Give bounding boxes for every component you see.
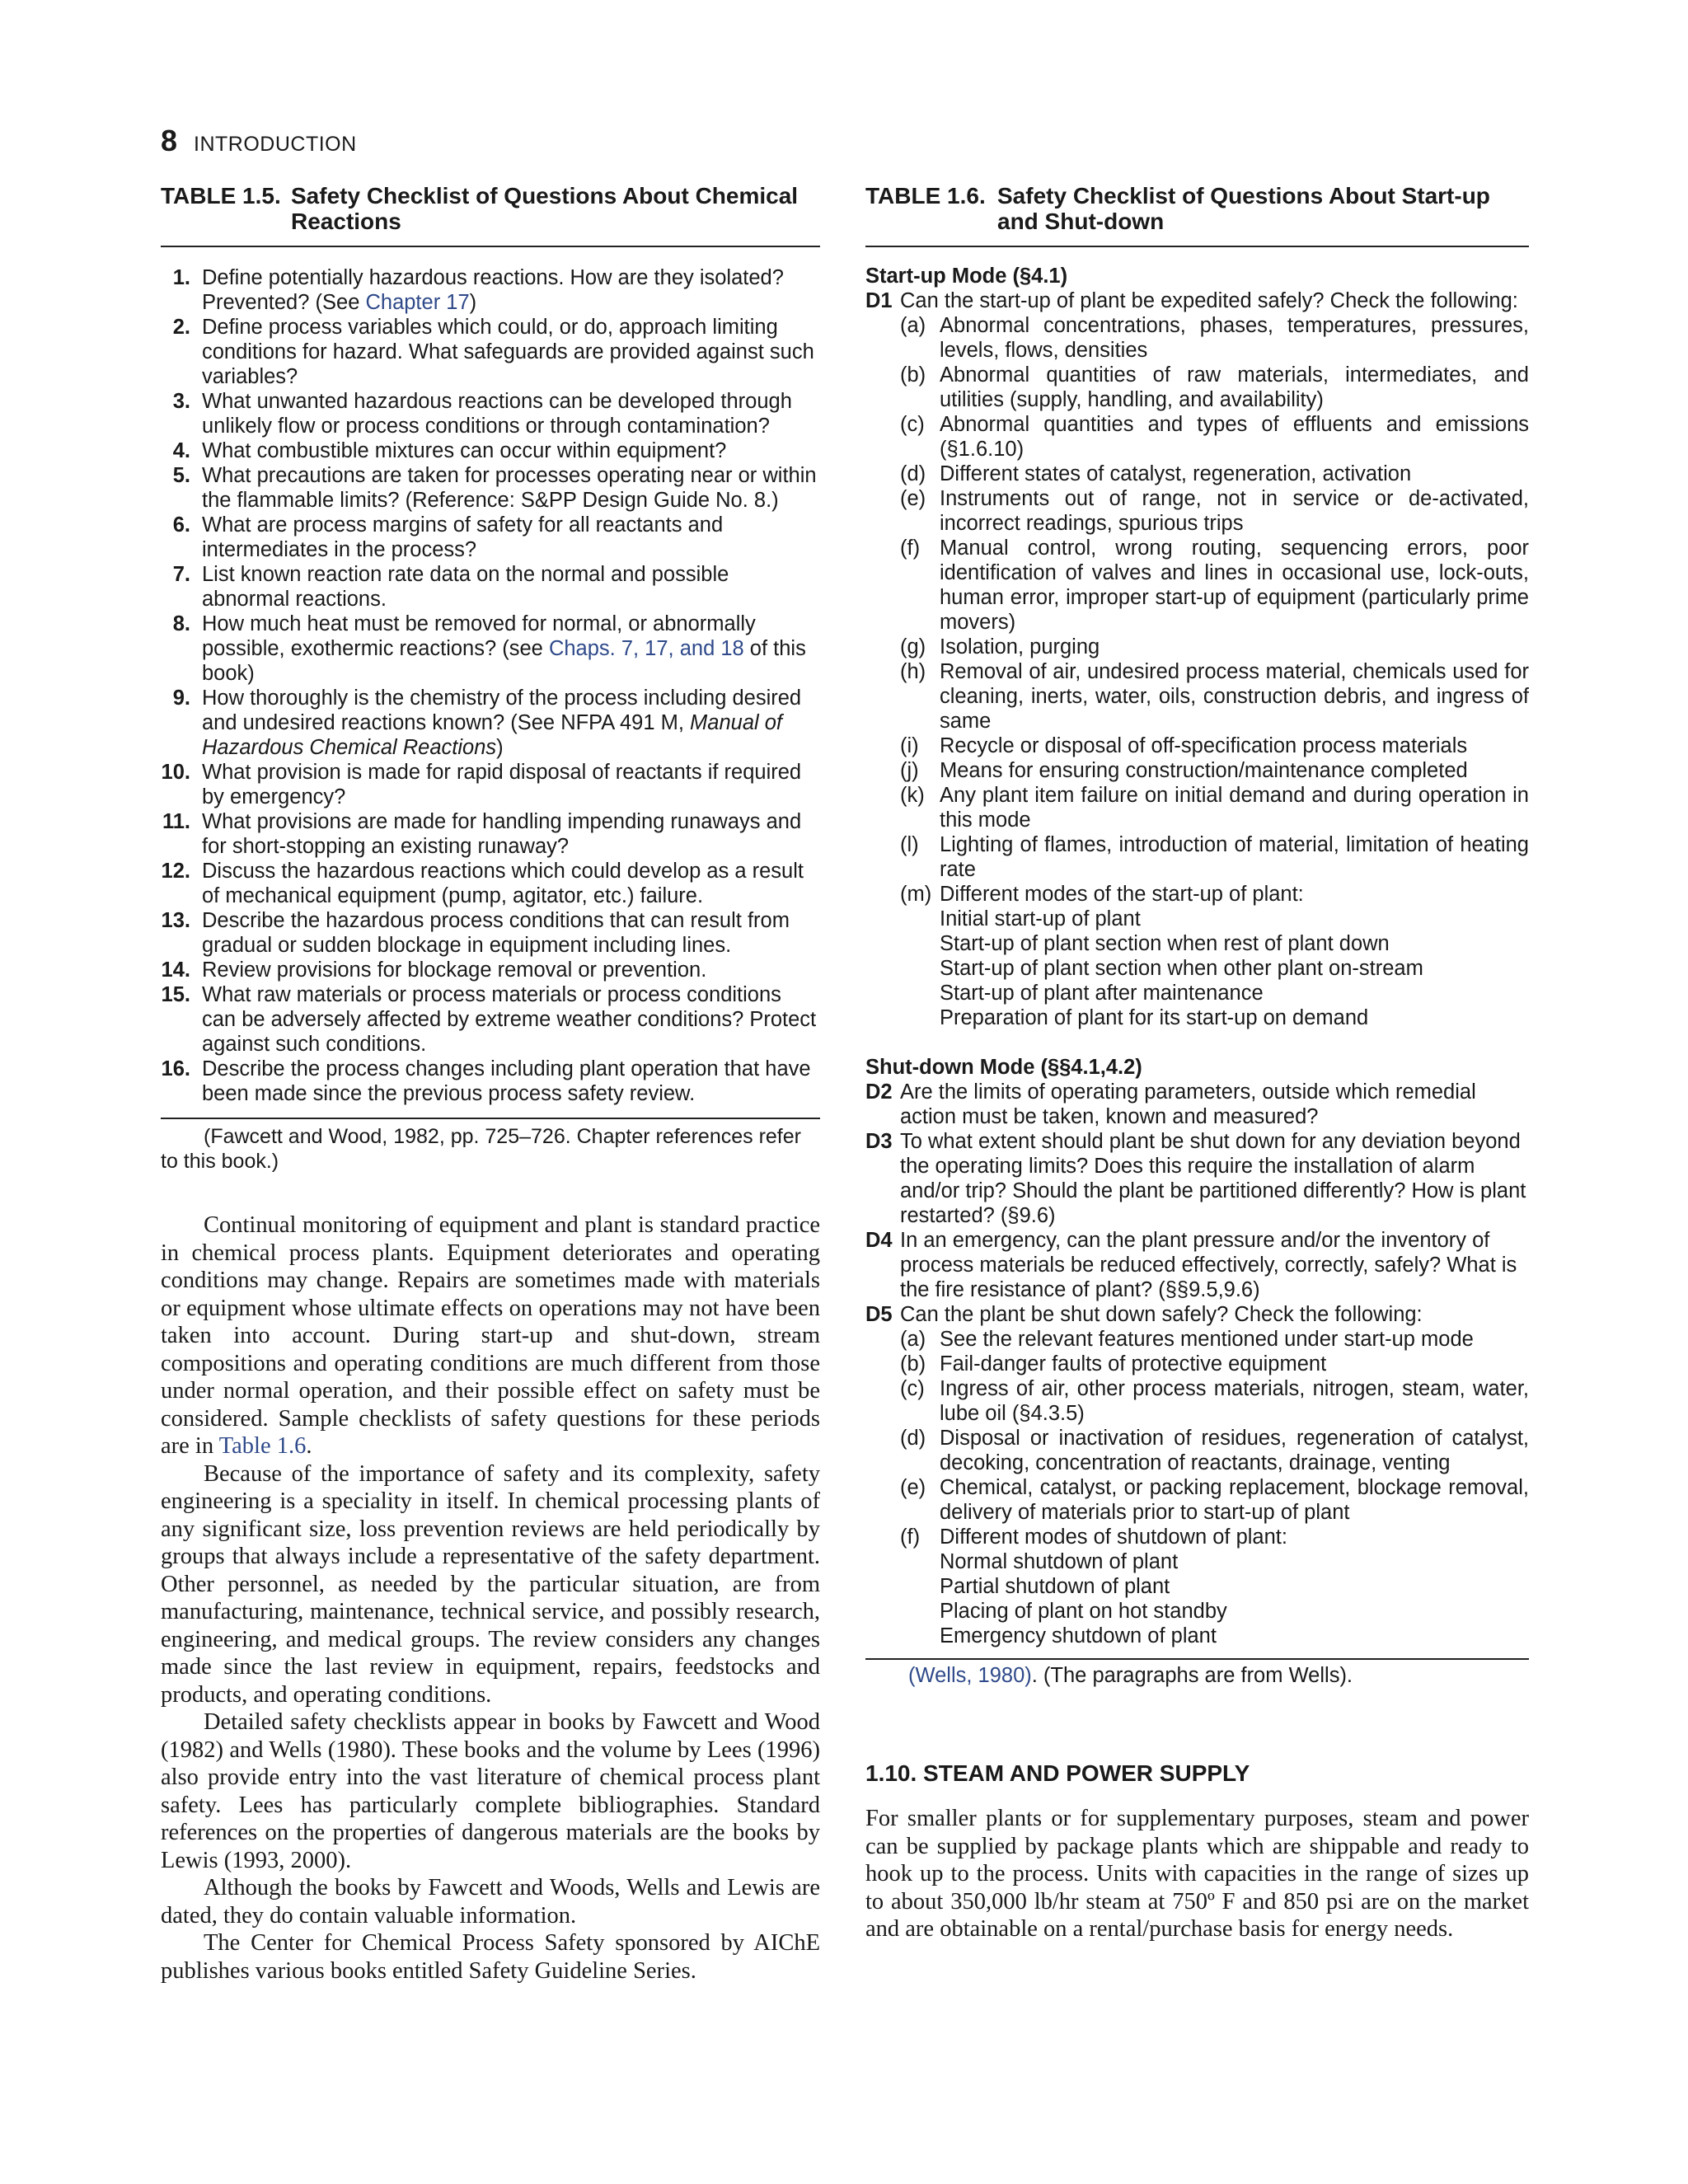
paragraph: Continual monitoring of equipment and plant is standard practice in chemical process plants. Equipment deteriorates and operating conditions may change. Repairs are sometimes made with materials or equipment whose ultimate effects on operations may not have been taken into account. During start-up and shut-down, stream compositions and operating conditions are much different from those under normal operation, and their possible effect on safety must be considered. Sample checklists of safety questions for these periods are in Table 1.6. [161, 1212, 820, 1459]
item-letter: (e) [900, 487, 926, 510]
item-letter: (h) [900, 660, 926, 683]
check-item [865, 1475, 1529, 1525]
table-1-6-caption [865, 183, 1529, 234]
mode-item: Start-up of plant section when rest of plant down [940, 932, 1390, 955]
item-text: ) [469, 291, 477, 314]
item-text: ) [496, 736, 504, 759]
item-number: 3. [172, 390, 190, 413]
item-text: Recycle or disposal of off-specification process materials [940, 734, 1468, 757]
item-text: Any plant item failure on initial demand and during operation in this mode [940, 784, 1529, 832]
item-text: What provisions are made for handling impending runaways and for short-stopping an existing runaway? [202, 810, 802, 858]
check-item [865, 733, 1529, 758]
startup-mode-heading: Start-up Mode (§4.1) [865, 265, 1068, 288]
check-item [865, 1376, 1529, 1426]
item-letter: (b) [900, 363, 926, 387]
item-text: Isolation, purging [940, 635, 1100, 658]
wells-1980-link[interactable]: (Wells, 1980) [908, 1664, 1032, 1687]
list-item [161, 438, 820, 463]
item-text: What are process margins of safety for all reactants and intermediates in the process? [202, 513, 724, 561]
item-number: 2. [172, 316, 190, 339]
item-letter: (a) [900, 1328, 926, 1351]
reference-title: Manual of Hazardous Chemical Reactions [202, 711, 783, 759]
item-text: Different states of catalyst, regeneration, activation [940, 462, 1412, 485]
item-text: Describe the hazardous process conditions that can result from gradual or sudden blockage in equipment including lines. [202, 909, 790, 957]
item-number: 12. [161, 860, 190, 883]
list-item [161, 562, 820, 612]
table-title: Safety Checklist of Questions About Start-up and Shut-down [997, 183, 1490, 234]
check-item [865, 1327, 1529, 1352]
check-item [865, 1525, 1529, 1549]
question-d3: D3 To what extent should plant be shut down for any deviation beyond the operating limits? Does this require the installation of alarm and/or trip? Should the plant be partitioned differently? How is plant restarted? (§9.6) [865, 1130, 1526, 1227]
table-1-6-body [865, 264, 1529, 1648]
list-item [161, 760, 820, 809]
item-number: 14. [161, 958, 190, 982]
item-text: Instruments out of range, not in service or de-activated, incorrect readings, spurious trips [940, 487, 1529, 535]
mode-item: Partial shutdown of plant [940, 1575, 1170, 1598]
item-text: What provision is made for rapid disposal of reactants if required by emergency? [202, 761, 802, 808]
item-letter: (b) [900, 1352, 926, 1376]
running-header [161, 124, 357, 158]
question-d1: D1 Can the start-up of plant be expedited safely? Check the following: [865, 289, 1518, 312]
d5-check-items [865, 1327, 1529, 1549]
item-text: Chemical, catalyst, or packing replacement, blockage removal, delivery of materials prior to start-up of plant [940, 1476, 1529, 1524]
item-text: Define process variables which could, or do, approach limiting conditions for hazard. What safeguards are provided against such variables? [202, 316, 814, 388]
item-number: 11. [162, 810, 190, 833]
item-text: What raw materials or process materials or process conditions can be adversely affected by extreme weather conditions? Protect against such conditions. [202, 983, 817, 1056]
d1-start-up-modes [865, 907, 1529, 1030]
running-title: INTRODUCTION [194, 133, 357, 156]
check-item [865, 1352, 1529, 1376]
item-text: Manual control, wrong routing, sequencing errors, poor identification of valves and lines in occasional use, lock-outs, human error, improper start-up of equipment (particularly prime movers) [940, 537, 1529, 634]
item-letter: (g) [900, 635, 926, 658]
mode-item: Placing of plant on hot standby [940, 1600, 1227, 1623]
table-1-5-caption [161, 183, 820, 234]
table-top-rule [865, 246, 1529, 247]
left-column [161, 183, 820, 1985]
item-letter: (e) [900, 1476, 926, 1499]
list-item [161, 315, 820, 389]
item-text: Describe the process changes including plant operation that have been made since the previous process safety review. [202, 1057, 811, 1105]
item-number: 5. [172, 464, 190, 487]
shutdown-mode-heading: Shut-down Mode (§§4.1,4.2) [865, 1056, 1142, 1079]
item-text: What combustible mixtures can occur within equipment? [202, 439, 727, 462]
check-item [865, 486, 1529, 536]
table-1-5-footnote: (Fawcett and Wood, 1982, pp. 725–726. Chapter references refer to this book.) [161, 1125, 801, 1173]
d1-check-items [865, 313, 1529, 907]
item-number: 6. [172, 513, 190, 537]
mode-item: Normal shutdown of plant [940, 1550, 1179, 1573]
table-number: TABLE 1.6. [865, 183, 986, 209]
item-number: 8. [172, 612, 190, 635]
item-text: Fail-danger faults of protective equipment [940, 1352, 1327, 1376]
item-letter: (m) [900, 883, 932, 906]
check-item [865, 758, 1529, 783]
question-d5: D5 Can the plant be shut down safely? Check the following: [865, 1303, 1423, 1326]
check-item [865, 363, 1529, 412]
mode-item: Initial start-up of plant [940, 907, 1141, 930]
item-text: How thoroughly is the chemistry of the process including desired and undesired reactions known? (See NFPA 491 M, [202, 687, 802, 734]
page-number: 8 [161, 124, 178, 157]
question-d2: D2 Are the limits of operating parameters, outside which remedial action must be taken, known and measured? [865, 1080, 1476, 1128]
check-item [865, 412, 1529, 462]
section-heading: 1.10. STEAM AND POWER SUPPLY [865, 1760, 1250, 1786]
list-item [161, 809, 820, 859]
item-text: Review provisions for blockage removal or prevention. [202, 958, 707, 982]
item-letter: (d) [900, 1427, 926, 1450]
list-item [161, 908, 820, 958]
item-number: 9. [172, 687, 190, 710]
item-number: 7. [172, 563, 190, 586]
item-text: Abnormal concentrations, phases, temperatures, pressures, levels, flows, densities [940, 314, 1529, 362]
table-title: Safety Checklist of Questions About Chemical Reactions [291, 183, 799, 234]
paragraph: Because of the importance of safety and its complexity, safety engineering is a speciality in itself. In chemical processing plants of any significant size, loss prevention reviews are held periodically by groups that always include a representative of the safety department. Other personnel, as needed by the particular situation, are from manufacturing, maintenance, technical service, and possibly research, engineering, and medical groups. The review considers any changes made since the last review in equipment, repairs, feedstocks and products, and operating conditions. [161, 1460, 820, 1708]
right-column [865, 183, 1529, 1943]
check-item [865, 882, 1529, 907]
check-item [865, 635, 1529, 659]
item-text: Ingress of air, other process materials, nitrogen, steam, water, lube oil (§4.3.5) [940, 1377, 1529, 1425]
mode-item: Start-up of plant section when other plant on-stream [940, 957, 1423, 980]
table-bottom-rule [161, 1118, 820, 1119]
item-letter: (c) [900, 413, 925, 436]
body-text-left [161, 1212, 820, 1985]
item-number: 16. [161, 1057, 190, 1080]
chapter-link[interactable]: Chapter 17 [365, 291, 470, 314]
item-number: 13. [161, 909, 190, 932]
table-top-rule [161, 246, 820, 247]
item-number: 15. [161, 983, 190, 1006]
item-text: Different modes of shutdown of plant: [940, 1526, 1287, 1549]
item-letter: (d) [900, 462, 926, 485]
question-d4: D4 In an emergency, can the plant pressure and/or the inventory of process materials be reduced effectively, correctly, safely? What is the fire resistance of plant? (§§9.5,9.6) [865, 1229, 1517, 1301]
paragraph: The Center for Chemical Process Safety sponsored by AIChE publishes various books entitled Safety Guideline Series. [161, 1930, 820, 1984]
mode-item: Preparation of plant for its start-up on demand [940, 1006, 1369, 1029]
list-item [161, 265, 820, 315]
item-letter: (f) [900, 1526, 921, 1549]
mode-item: Emergency shutdown of plant [940, 1624, 1217, 1647]
item-letter: (i) [900, 734, 919, 757]
list-item [161, 1057, 820, 1106]
table-1-5-list [161, 265, 820, 1106]
item-letter: (a) [900, 314, 926, 337]
mode-item: Start-up of plant after maintenance [940, 982, 1264, 1005]
item-text: Abnormal quantities and types of effluents and emissions (§1.6.10) [940, 413, 1529, 461]
check-item [865, 462, 1529, 486]
item-text: How much heat must be removed for normal, or abnormally possible, exothermic reactions? (see [202, 612, 756, 660]
list-item [161, 513, 820, 562]
list-item [161, 612, 820, 686]
item-letter: (f) [900, 537, 921, 560]
list-item [161, 982, 820, 1057]
item-text: Discuss the hazardous reactions which could develop as a result of mechanical equipment (pump, agitator, etc.) failure. [202, 860, 804, 907]
item-text: What unwanted hazardous reactions can be developed through unlikely flow or process conditions or through contamination? [202, 390, 792, 438]
table-number: TABLE 1.5. [161, 183, 281, 209]
item-text: of this book) [202, 637, 806, 685]
list-item [161, 463, 820, 513]
chapter-link[interactable]: Chaps. 7, 17, and 18 [548, 637, 744, 660]
d5-shutdown-modes [865, 1549, 1529, 1648]
list-item [161, 389, 820, 438]
list-item [161, 859, 820, 908]
check-item [865, 536, 1529, 635]
item-number: 1. [172, 266, 190, 289]
check-item [865, 659, 1529, 733]
item-text: Lighting of flames, introduction of material, limitation of heating rate [940, 833, 1529, 881]
item-text: Define potentially hazardous reactions. How are they isolated? Prevented? (See [202, 266, 784, 314]
item-letter: (j) [900, 759, 919, 782]
item-text: Disposal or inactivation of residues, regeneration of catalyst, decoking, concentration of reactants, drainage, venting [940, 1427, 1529, 1474]
table-bottom-rule [865, 1658, 1529, 1660]
item-text: Means for ensuring construction/maintenance completed [940, 759, 1468, 782]
check-item [865, 313, 1529, 363]
paragraph: Detailed safety checklists appear in books by Fawcett and Wood (1982) and Wells (1980). These books and the volume by Lees (1996) also provide entry into the vast literature of chemical process plant safety. Lees has particularly complete bibliographies. Standard references on the properties of dangerous materials are the books by Lewis (1993, 2000). [161, 1709, 820, 1873]
item-letter: (c) [900, 1377, 925, 1400]
item-text: List known reaction rate data on the normal and possible abnormal reactions. [202, 563, 729, 611]
table-1-6-source: (Wells, 1980). (The paragraphs are from Wells). [908, 1664, 1353, 1687]
item-text: See the relevant features mentioned under start-up mode [940, 1328, 1474, 1351]
list-item [161, 686, 820, 760]
body-text-right [865, 1805, 1529, 1943]
check-item [865, 832, 1529, 882]
item-text: Different modes of the start-up of plant: [940, 883, 1304, 906]
table-1-6-link[interactable]: Table 1.6 [218, 1433, 307, 1459]
item-number: 4. [172, 439, 190, 462]
paragraph: Although the books by Fawcett and Woods, Wells and Lewis are dated, they do contain valuable information. [161, 1875, 820, 1929]
check-item [865, 783, 1529, 832]
item-letter: (l) [900, 833, 919, 856]
item-text: Removal of air, undesired process material, chemicals used for cleaning, inerts, water, oils, construction debris, and ingress of same [940, 660, 1529, 733]
check-item [865, 1426, 1529, 1475]
item-text: Abnormal quantities of raw materials, intermediates, and utilities (supply, handling, and availability) [940, 363, 1529, 411]
item-text: What precautions are taken for processes operating near or within the flammable limits? (Reference: S&PP Design Guide No. 8.) [202, 464, 817, 512]
paragraph: For smaller plants or for supplementary purposes, steam and power can be supplied by package plants which are shippable and ready to hook up to the process. Units with capacities in the range of sizes up to about 350,000 lb/hr steam at 750º F and 850 psi are on the market and are obtainable on a rental/purchase basis for energy needs. [865, 1806, 1529, 1942]
item-letter: (k) [900, 784, 925, 807]
list-item [161, 958, 820, 982]
item-number: 10. [161, 761, 190, 784]
